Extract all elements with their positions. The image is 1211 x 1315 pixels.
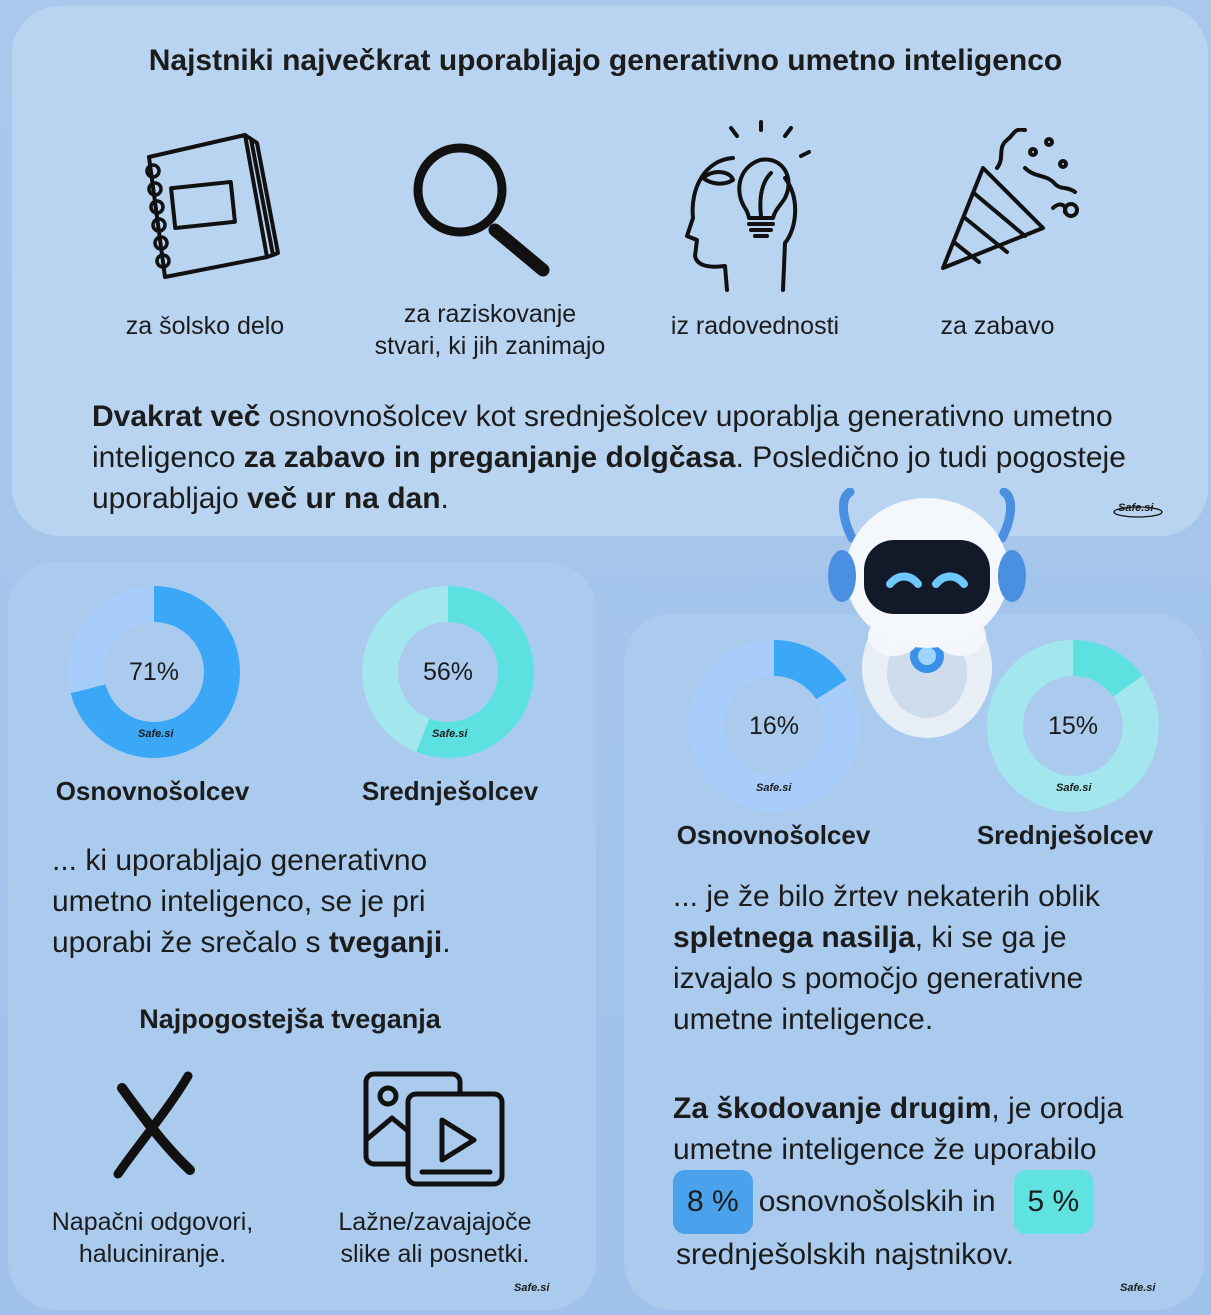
logo-right: Safe.si [1120, 1282, 1156, 1294]
risks-text-bold: tveganji [328, 926, 443, 959]
bullying-text-start: ... je že bilo žrtev nekaterih oblik [673, 880, 1100, 913]
risks-paragraph [52, 840, 512, 963]
risk-1-line1: Napačni odgovori, [51, 1208, 254, 1236]
usage-label-research-line1: za raziskovanje [403, 300, 577, 328]
intro-bold-1: Dvakrat več [92, 400, 261, 433]
risk-2-line1: Lažne/zavajajoče [338, 1208, 532, 1236]
notebook-icon [135, 125, 280, 295]
harm-stats-line [673, 1170, 1193, 1234]
risk-1-line2: haluciniranje. [78, 1240, 227, 1268]
usage-label-research-line2: stvari, ki jih zanimajo [374, 332, 606, 360]
bullying-primary-label: Osnovnošolcev [676, 820, 871, 850]
risks-text-end: . [442, 926, 451, 959]
bullying-text-end: , ki se ga je izvajalo s pomočjo generativne umetne inteligence. [673, 921, 1084, 1036]
intro-text-2: . Posledično jo tudi pogosteje uporabljajo [92, 441, 1126, 515]
pct-primary-badge: 8 % [673, 1170, 753, 1234]
image-video-icon [362, 1070, 507, 1195]
harm-text: , je orodja umetne inteligence že uporabilo [673, 1092, 1124, 1166]
risks-text-start: ... ki uporabljajo generativno umetno inteligenco, se je pri uporabi že srečalo s [52, 844, 428, 959]
bullying-primary-value: 16% [748, 712, 800, 740]
logo-left: Safe.si [514, 1282, 550, 1294]
risks-subtitle: Najpogostejša tveganja [139, 1004, 441, 1034]
intro-bold-2: za zabavo in preganjanje dolgčasa [243, 441, 736, 474]
risks-primary-label: Osnovnošolcev [55, 776, 250, 806]
logo-donut-4: Safe.si [1056, 782, 1092, 794]
bullying-text-bold: spletnega nasilja [673, 921, 915, 954]
risks-secondary-value: 56% [422, 658, 474, 686]
page-title: Najstniki največkrat uporabljajo generativno umetno inteligenco [148, 44, 1063, 77]
intro-text-1: osnovnošolcev kot srednješolcev uporablja generativno umetno inteligenco [92, 400, 1113, 474]
usage-label-research [340, 298, 640, 362]
logo-donut-1: Safe.si [138, 728, 174, 740]
bullying-secondary-label: Srednješolcev [976, 820, 1154, 850]
pct-secondary-badge: 5 % [1014, 1170, 1094, 1234]
head-lightbulb-icon [685, 118, 815, 298]
logo-top [1118, 502, 1153, 514]
risk-2-line2: slike ali posnetki. [340, 1240, 530, 1268]
risks-primary-value: 71% [128, 658, 180, 686]
logo-text: Safe.si [1118, 502, 1154, 514]
risk-1-label [20, 1206, 285, 1270]
intro-bold-3: več ur na dan [247, 482, 441, 515]
magnifier-icon [410, 140, 555, 290]
bullying-secondary-value: 15% [1047, 712, 1099, 740]
party-popper-icon [935, 128, 1095, 283]
harm-between: osnovnošolskih in [758, 1185, 996, 1218]
cross-icon [108, 1070, 203, 1185]
risks-secondary-label: Srednješolcev [361, 776, 539, 806]
usage-label-school: za šolsko delo [125, 312, 285, 340]
harm-bold: Za škodovanje drugim [673, 1092, 992, 1125]
harm-tail: srednješolskih najstnikov. [676, 1238, 1014, 1271]
usage-label-curiosity: iz radovednosti [670, 312, 840, 340]
bullying-paragraph [673, 876, 1173, 1040]
logo-donut-3: Safe.si [756, 782, 792, 794]
logo-donut-2: Safe.si [432, 728, 468, 740]
usage-label-fun: za zabavo [940, 312, 1055, 340]
harm-paragraph [673, 1088, 1183, 1170]
robot-mascot-icon [822, 488, 1032, 748]
intro-text-3: . [440, 482, 449, 515]
risk-2-label [310, 1206, 560, 1270]
